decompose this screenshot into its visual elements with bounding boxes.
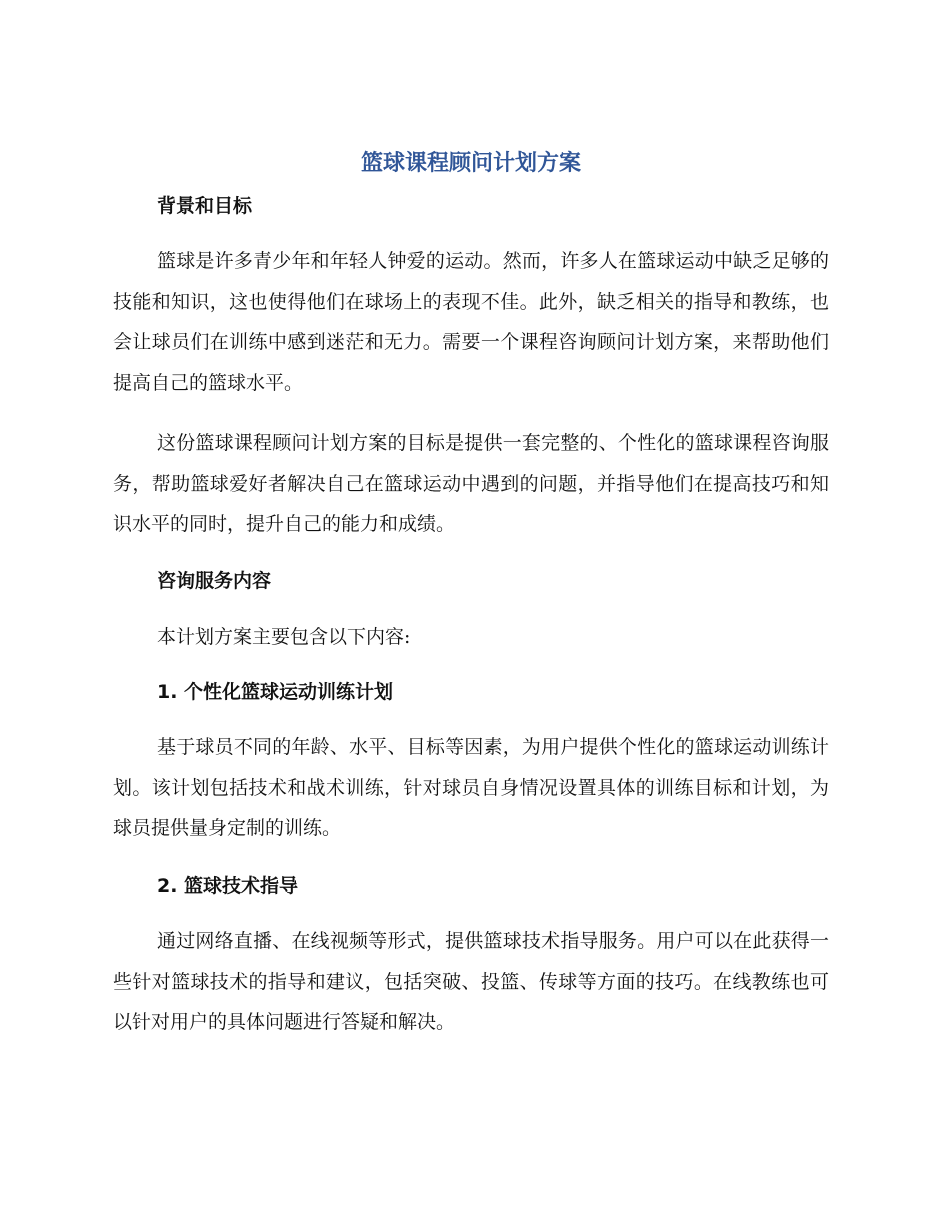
services-intro-paragraph: 本计划方案主要包含以下内容: [157,626,411,648]
document-title: 篮球课程顾问计划方案 [360,151,581,176]
item-1-heading: 1. 个性化篮球运动训练计划 [157,681,394,703]
section-heading-background: 背景和目标 [157,195,253,217]
background-paragraph-1: 篮球是许多青少年和年轻人钟爱的运动。然而，许多人在篮球运动中缺乏足够的技能和知识，这也使得他们在球场上的表现不佳。此外，缺乏相关的指导和教练，也会让球员们在训练中感到迷茫和无力。需要一个课程咨询顾问计划方案，来帮助他们提高自己的篮球水平。 [113,250,829,394]
item-2-heading: 2. 篮球技术指导 [157,875,299,897]
section-heading-services: 咨询服务内容 [157,570,272,592]
background-paragraph-2: 这份篮球课程顾问计划方案的目标是提供一套完整的、个性化的篮球课程咨询服务，帮助篮球爱好者解决自己在篮球运动中遇到的问题，并指导他们在提高技巧和知识水平的同时，提升自己的能力和成绩。 [113,432,829,535]
item-1-paragraph: 基于球员不同的年龄、水平、目标等因素，为用户提供个性化的篮球运动训练计划。该计划包括技术和战术训练，针对球员自身情况设置具体的训练目标和计划，为球员提供量身定制的训练。 [113,736,829,839]
item-2-paragraph: 通过网络直播、在线视频等形式，提供篮球技术指导服务。用户可以在此获得一些针对篮球技术的指导和建议，包括突破、投篮、传球等方面的技巧。在线教练也可以针对用户的具体问题进行答疑和解决。 [113,930,829,1033]
